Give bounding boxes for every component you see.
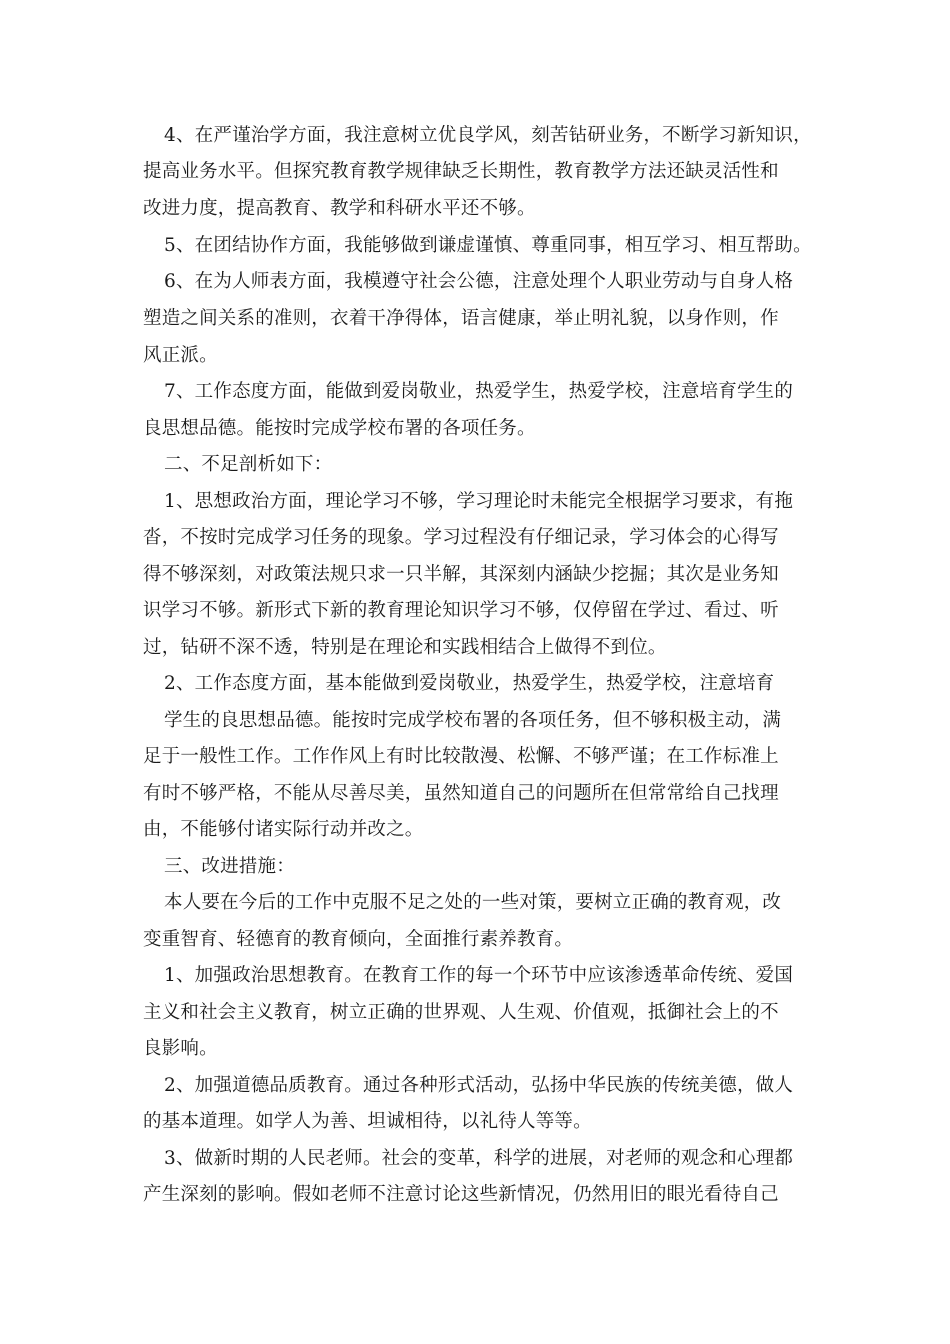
text-line: 风正派。 [143, 345, 218, 366]
text-line: 过，钻研不深不透，特别是在理论和实践相结合上做得不到位。 [143, 637, 667, 658]
text-line: 良思想品德。能按时完成学校布署的各项任务。 [143, 418, 536, 439]
text-line: 由，不能够付诸实际行动并改之。 [143, 819, 424, 840]
section-heading: 二、不足剖析如下： [164, 454, 333, 475]
text-line: 7、工作态度方面，能做到爱岗敬业，热爱学生，热爱学校，注意培育学生的 [164, 381, 794, 402]
text-line: 识学习不够。新形式下新的教育理论知识学习不够，仅停留在学过、看过、听 [143, 600, 779, 621]
text-line: 本人要在今后的工作中克服不足之处的一些对策，要树立正确的教育观，改 [164, 892, 782, 913]
text-line: 学生的良思想品德。能按时完成学校布署的各项任务，但不够积极主动，满 [164, 710, 782, 731]
text-line: 沓，不按时完成学习任务的现象。学习过程没有仔细记录，学习体会的心得写 [143, 527, 779, 548]
text-line: 改进力度，提高教育、教学和科研水平还不够。 [143, 198, 536, 219]
text-line: 得不够深刻，对政策法规只求一只半解，其深刻内涵缺少挖掘；其次是业务知 [143, 564, 779, 585]
text-line: 3、做新时期的人民老师。社会的变革，科学的进展，对老师的观念和心理都 [164, 1148, 794, 1169]
text-line: 6、在为人师表方面，我模遵守社会公德，注意处理个人职业劳动与自身人格 [164, 271, 794, 292]
text-line: 良影响。 [143, 1038, 218, 1059]
text-line: 2、加强道德品质教育。通过各种形式活动，弘扬中华民族的传统美德，做人 [164, 1075, 794, 1096]
text-line: 足于一般性工作。工作作风上有时比较散漫、松懈、不够严谨；在工作标准上 [143, 746, 779, 767]
text-line: 的基本道理。如学人为善、坦诚相待，以礼待人等等。 [143, 1111, 592, 1132]
text-line: 4、在严谨治学方面，我注意树立优良学风，刻苦钻研业务，不断学习新知识， [164, 125, 812, 146]
text-line: 1、思想政治方面，理论学习不够，学习理论时未能完全根据学习要求，有拖 [164, 491, 794, 512]
text-line: 产生深刻的影响。假如老师不注意讨论这些新情况，仍然用旧的眼光看待自己 [143, 1184, 779, 1205]
text-line: 5、在团结协作方面，我能够做到谦虚谨慎、尊重同事，相互学习、相互帮助。 [164, 235, 812, 256]
text-line: 有时不够严格，不能从尽善尽美，虽然知道自己的问题所在但常常给自己找理 [143, 783, 779, 804]
text-line: 变重智育、轻德育的教育倾向，全面推行素养教育。 [143, 929, 574, 950]
section-heading: 三、改进措施： [164, 856, 295, 877]
text-line: 1、加强政治思想教育。在教育工作的每一个环节中应该渗透革命传统、爱国 [164, 965, 794, 986]
text-line: 主义和社会主义教育，树立正确的世界观、人生观、价值观，抵御社会上的不 [143, 1002, 779, 1023]
text-line: 塑造之间关系的准则，衣着干净得体，语言健康，举止明礼貌，以身作则，作 [143, 308, 779, 329]
text-line: 2、工作态度方面，基本能做到爱岗敬业，热爱学生，热爱学校，注意培育 [164, 673, 775, 694]
text-line: 提高业务水平。但探究教育教学规律缺乏长期性，教育教学方法还缺灵活性和 [143, 161, 779, 182]
